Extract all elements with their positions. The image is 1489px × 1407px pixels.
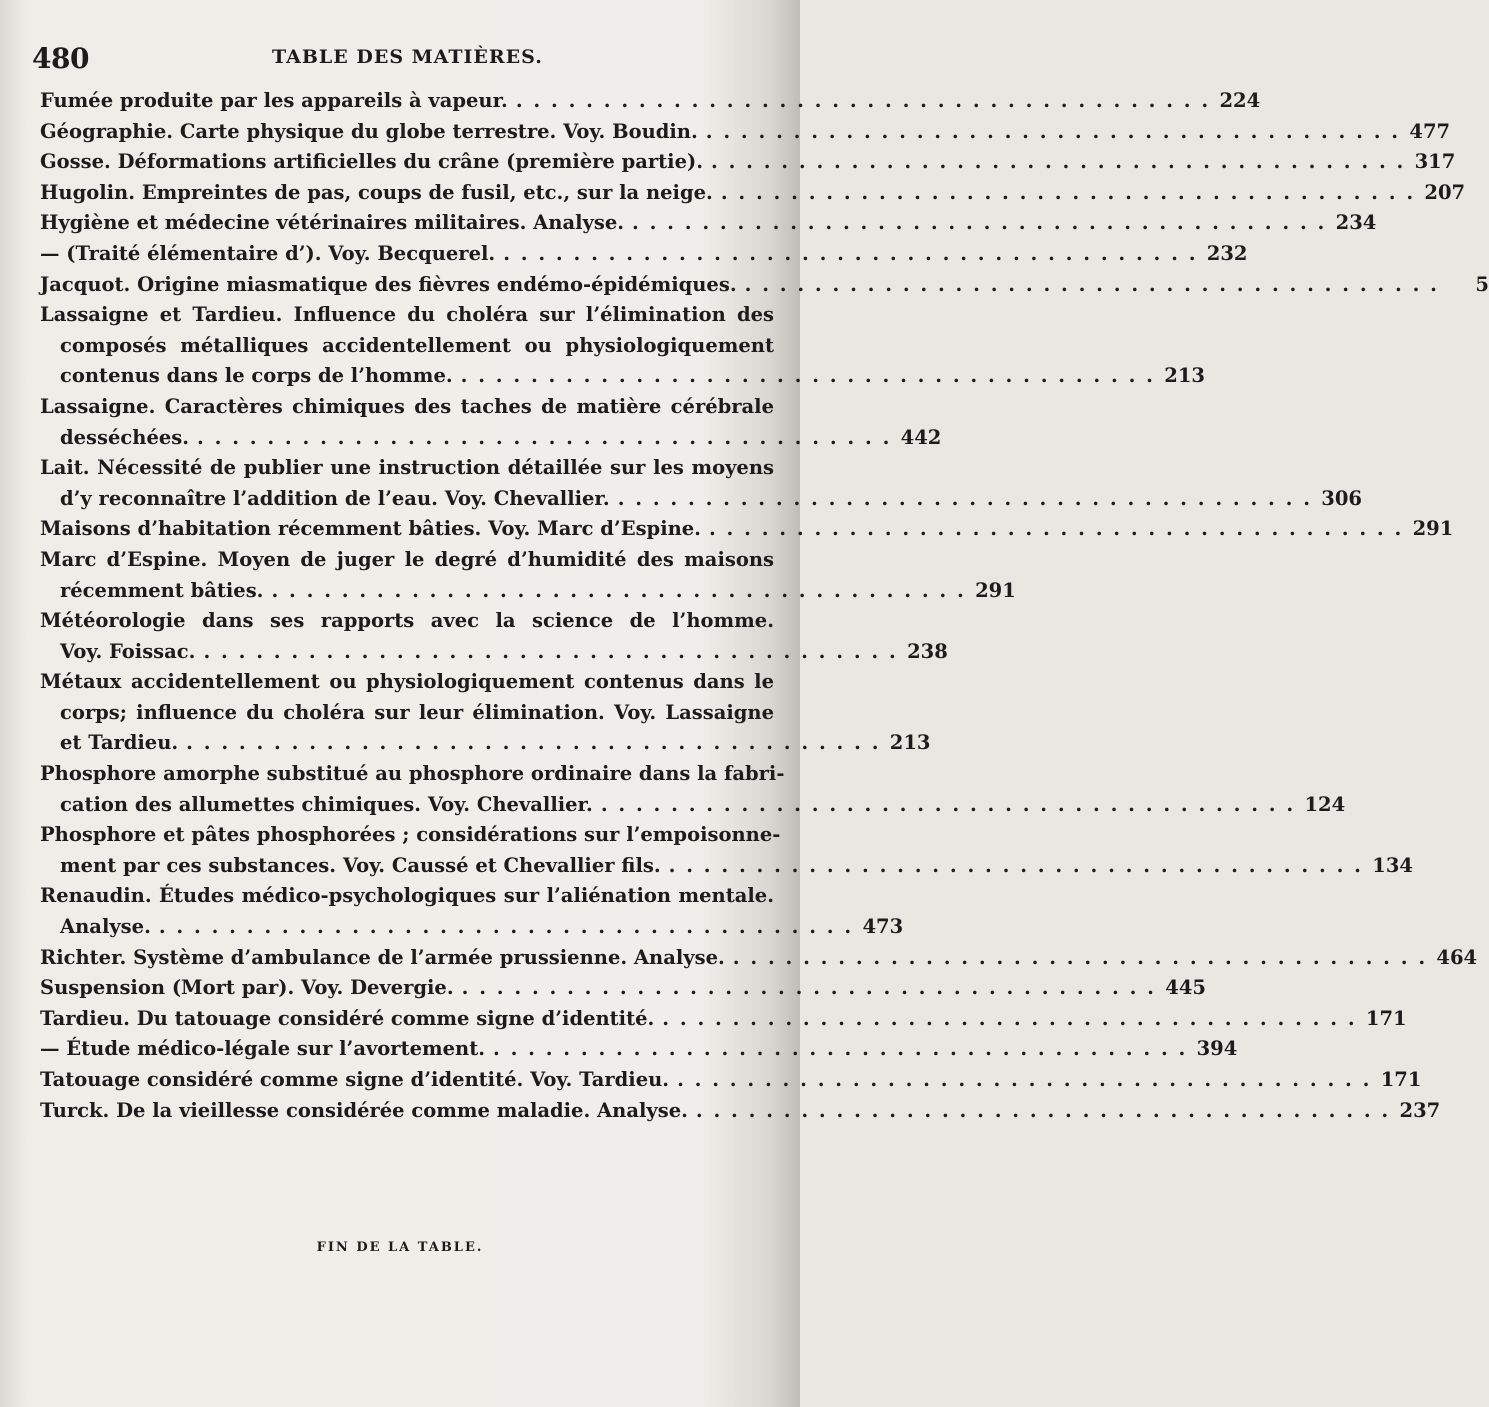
entry-text: Hugolin. Empreintes de pas, coups de fusil, etc., sur la neige.	[40, 180, 713, 204]
entry-text: Géographie. Carte physique du globe terrestre. Voy. Boudin.	[40, 119, 698, 143]
dot-leader	[610, 484, 1312, 515]
entry-text: Marc d’Espine. Moyen de juger le degré d’humidité des maisons	[40, 547, 774, 571]
entry-line	[40, 1065, 1422, 1096]
dot-leader	[454, 973, 1156, 1004]
dot-leader	[151, 912, 853, 943]
entry-text: d’y reconnaître l’addition de l’eau. Voy. Chevallier.	[60, 486, 610, 510]
entry-page-number: 464	[1436, 945, 1478, 969]
entry-text: Phosphore amorphe substitué au phosphore ordinaire dans la fabri-	[40, 762, 785, 786]
entry-line	[40, 117, 1451, 148]
entry-line	[40, 728, 931, 759]
entry-line	[40, 545, 774, 576]
entry-line	[40, 147, 1456, 178]
entry-text: cation des allumettes chimiques. Voy. Chevallier.	[60, 792, 593, 816]
entry-text: Suspension (Mort par). Voy. Devergie.	[40, 976, 454, 1000]
entry-text: Lassaigne et Tardieu. Influence du choléra sur l’élimination des	[40, 303, 774, 327]
dot-leader	[725, 943, 1427, 974]
index-entry	[40, 1034, 1238, 1065]
entry-line	[40, 208, 1377, 239]
entry-text: Météorologie dans ses rapports avec la science de l’homme.	[40, 609, 774, 633]
entry-text: composés métalliques accidentellement ou physiologiquement	[60, 333, 774, 357]
entry-text: Tatouage considéré comme signe d’identité. Voy. Tardieu.	[40, 1068, 670, 1091]
entry-page-number: 445	[1165, 976, 1206, 1000]
index-entry	[40, 1065, 1422, 1096]
page-header	[32, 38, 772, 78]
entry-line	[40, 606, 774, 637]
dot-leader	[703, 147, 1405, 178]
index-entry	[40, 392, 942, 453]
dot-leader	[701, 514, 1403, 545]
entry-page-number: 291	[975, 578, 1016, 602]
index-entry	[40, 881, 904, 942]
entry-page-number: 5	[1475, 272, 1489, 296]
index-entry	[40, 239, 1248, 270]
index-entry	[40, 208, 1377, 239]
entry-page-number: 207	[1424, 180, 1466, 204]
entry-text: Jacquot. Origine miasmatique des fièvres endémo-épidémiques.	[40, 272, 737, 296]
index-entry	[40, 606, 948, 667]
dot-leader	[485, 1034, 1187, 1065]
entry-text: Lait. Nécessité de publier une instruction détaillée sur les moyens	[40, 456, 774, 480]
entry-text: — (Traité élémentaire d’). Voy. Becquerel.	[40, 241, 496, 265]
index-entry	[40, 667, 931, 759]
entry-line	[40, 698, 774, 729]
end-of-table-label: FIN DE LA TABLE.	[316, 1240, 484, 1255]
dot-leader	[698, 117, 1400, 148]
entry-line	[40, 759, 785, 790]
entry-line	[40, 667, 774, 698]
entry-line	[40, 576, 1016, 607]
entry-line	[40, 453, 774, 484]
entry-page-number: 291	[1412, 517, 1454, 541]
entry-line	[40, 943, 1478, 974]
entry-line	[40, 637, 948, 668]
index-entry	[40, 270, 1489, 301]
dot-leader	[178, 728, 880, 759]
entry-page-number: 213	[1164, 364, 1205, 388]
entry-page-number: 306	[1321, 486, 1363, 510]
entry-line	[40, 300, 774, 331]
entry-page-number: 317	[1414, 150, 1456, 174]
entry-page-number: 473	[862, 915, 904, 939]
entry-text: Renaudin. Études médico-psychologiques sur l’aliénation mentale.	[40, 884, 774, 908]
index-entry	[40, 453, 1363, 514]
entry-line	[40, 86, 1261, 117]
dot-leader	[495, 239, 1197, 270]
dot-leader	[593, 790, 1295, 821]
entry-text: Phosphore et pâtes phosphorées ; considérations sur l’empoisonne-	[40, 823, 781, 847]
entry-page-number: 442	[900, 425, 942, 449]
index-entry	[40, 759, 1346, 820]
entry-line	[40, 239, 1248, 270]
entry-line	[40, 392, 774, 423]
entry-text: desséchées.	[60, 425, 190, 449]
entry-text: Gosse. Déformations artificielles du crâne (première partie).	[40, 150, 703, 174]
entry-text: et Tardieu.	[60, 731, 179, 755]
entry-text: Lassaigne. Caractères chimiques des taches de matière cérébrale	[40, 394, 774, 418]
entry-page-number: 237	[1399, 1098, 1441, 1122]
dot-leader	[508, 86, 1210, 117]
index-entry	[40, 86, 1261, 117]
entry-page-number: 124	[1304, 792, 1346, 816]
entry-line	[40, 331, 774, 362]
dot-leader	[713, 178, 1415, 209]
entry-page-number: 234	[1335, 211, 1377, 235]
entry-line	[40, 1096, 1441, 1127]
entry-line	[40, 820, 781, 851]
index-entry	[40, 300, 1205, 392]
index-entries	[40, 86, 1489, 1126]
index-entry	[40, 943, 1478, 974]
index-entry	[40, 1096, 1441, 1127]
entry-page-number: 238	[907, 639, 948, 663]
index-entry	[40, 117, 1451, 148]
entry-line	[40, 881, 774, 912]
entry-line	[40, 851, 1413, 882]
entry-line	[40, 484, 1363, 515]
index-entry	[40, 545, 1016, 606]
index-entry	[40, 1004, 1407, 1035]
entry-page-number: 224	[1219, 89, 1261, 112]
entry-page-number: 171	[1380, 1068, 1422, 1091]
entry-text: récemment bâties.	[60, 578, 264, 602]
dot-leader	[624, 208, 1326, 239]
entry-text: Richter. Système d’ambulance de l’armée prussienne. Analyse.	[40, 945, 725, 969]
entry-line	[40, 423, 942, 454]
dot-leader	[195, 637, 897, 668]
entry-text: Métaux accidentellement ou physiologiquement contenus dans le	[40, 670, 774, 694]
running-title: TABLE DES MATIÈRES.	[272, 46, 543, 68]
entry-line	[40, 1004, 1407, 1035]
entry-text: contenus dans le corps de l’homme.	[60, 364, 453, 388]
dot-leader	[688, 1096, 1390, 1127]
entry-page-number: 394	[1196, 1037, 1238, 1061]
entry-page-number: 232	[1206, 241, 1248, 265]
entry-line	[40, 1034, 1238, 1065]
index-entry	[40, 514, 1454, 545]
entry-text: Voy. Foissac.	[60, 639, 196, 663]
entry-text: — Étude médico-légale sur l’avortement.	[40, 1037, 485, 1061]
index-entry	[40, 147, 1456, 178]
entry-text: Tardieu. Du tatouage considéré comme signe d’identité.	[40, 1006, 655, 1030]
entry-text: Turck. De la vieillesse considérée comme maladie. Analyse.	[40, 1098, 688, 1122]
index-entry	[40, 973, 1206, 1004]
page-number: 480	[32, 42, 89, 75]
entry-page-number: 134	[1372, 853, 1413, 877]
dot-leader	[189, 423, 891, 454]
dot-leader	[453, 361, 1155, 392]
entry-page-number: 213	[889, 731, 931, 755]
entry-text: Fumée produite par les appareils à vapeur.	[40, 89, 508, 112]
index-entry	[40, 820, 1413, 881]
dot-leader	[669, 1065, 1371, 1096]
entry-line	[40, 361, 1205, 392]
dot-leader	[654, 1004, 1356, 1035]
entry-line	[40, 178, 1466, 209]
dot-leader	[263, 576, 965, 607]
entry-text: Hygiène et médecine vétérinaires militaires. Analyse.	[40, 211, 625, 235]
index-entry	[40, 178, 1466, 209]
entry-line	[40, 514, 1454, 545]
entry-line	[40, 912, 904, 943]
dot-leader	[737, 270, 1439, 301]
entry-text: Analyse.	[60, 915, 151, 939]
entry-text: corps; influence du choléra sur leur élimination. Voy. Lassaigne	[60, 700, 774, 724]
entry-line	[40, 270, 1489, 301]
entry-text: Maisons d’habitation récemment bâties. Voy. Marc d’Espine.	[40, 517, 701, 541]
dot-leader	[661, 851, 1363, 882]
entry-page-number: 477	[1409, 119, 1451, 143]
entry-line	[40, 973, 1206, 1004]
entry-page-number: 171	[1365, 1006, 1407, 1030]
entry-line	[40, 790, 1346, 821]
entry-text: ment par ces substances. Voy. Caussé et Chevallier fils.	[60, 853, 661, 877]
